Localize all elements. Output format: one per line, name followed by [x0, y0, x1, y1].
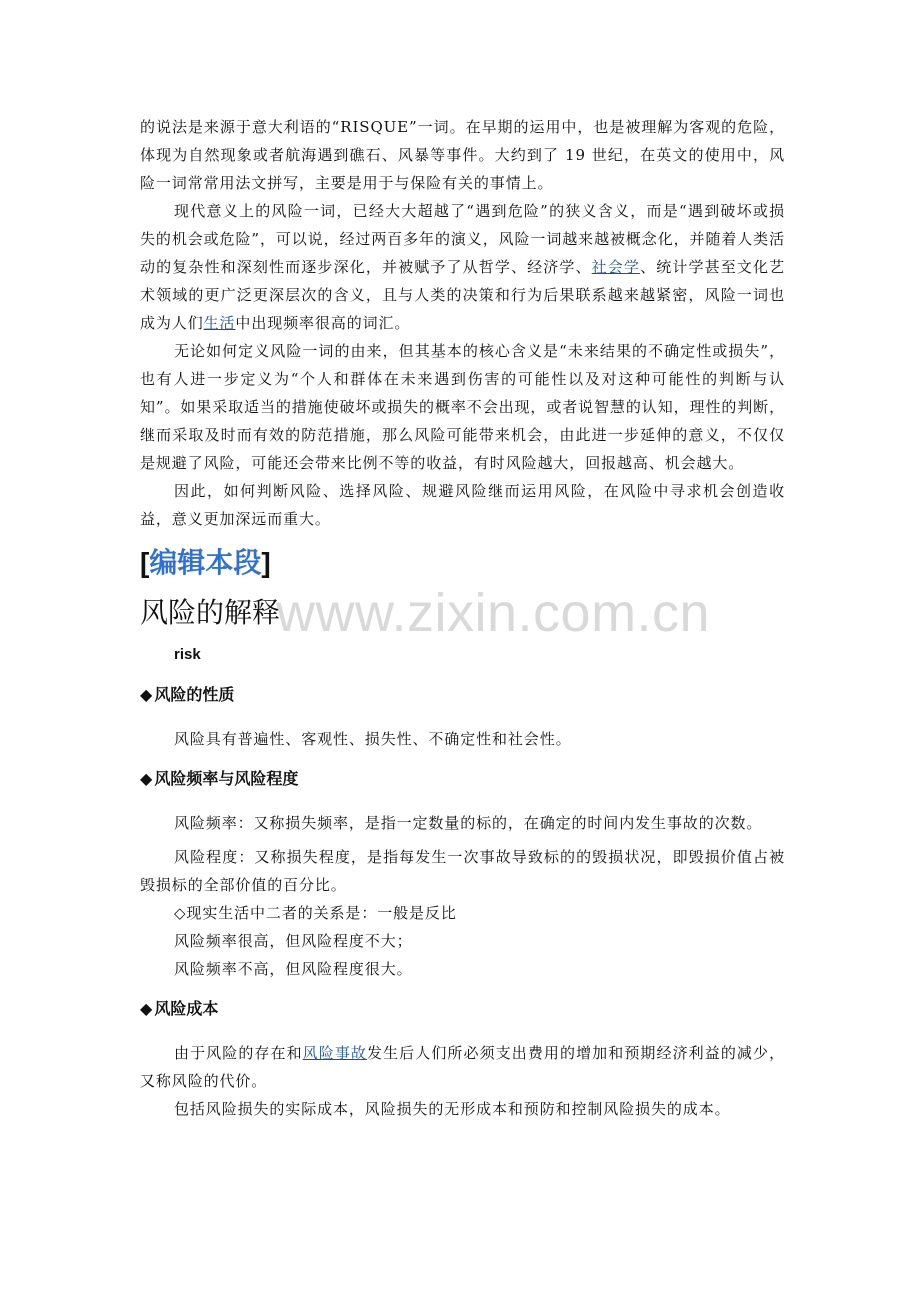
diamond-bullet-icon: ◆ [140, 769, 153, 788]
cost-paragraph-1 [140, 1039, 785, 1095]
heading-text: 风险频率与风险程度 [154, 769, 299, 788]
section-subtitle: risk [174, 646, 201, 663]
cost-heading [140, 995, 785, 1023]
diamond-bullet-icon: ◆ [140, 999, 153, 1018]
watermark: www.zixin.com.cn [276, 583, 711, 643]
life-link[interactable]: 生活 [203, 314, 236, 332]
bracket-open: [ [140, 547, 150, 578]
bracket-close: ] [261, 547, 271, 578]
section-title-row [140, 585, 785, 641]
paragraph-text: 中出现频率很高的词汇。 [235, 314, 411, 332]
diamond-bullet-icon: ◆ [140, 685, 153, 704]
section-title: 风险的解释 [140, 596, 281, 629]
intro-paragraph-4: 因此，如何判断风险、选择风险、规避风险继而运用风险，在风险中寻求机会创造收益，意义更加深远而重大。 [140, 482, 785, 528]
frequency-definition: 风险频率：又称损失频率，是指一定数量的标的，在确定的时间内发生事故的次数。 [174, 814, 763, 832]
intro-paragraph-3: 无论如何定义风险一词的由来，但其基本的核心含义是“未来结果的不确定性或损失”，也有人进一步定义为“个人和群体在未来遇到伤害的可能性以及对这种可能性的判断与认知”。如果采取适当的措施使破坏或损失的概率不会出现，或者说智慧的认知，理性的判断，继而采取及时而有效的防范措施，那么风险可能带来机会，由此进一步延伸的意义，不仅仅是规避了风险，可能还会带来比例不等的收益，有时风险越大，回报越高、机会越大。 [140, 342, 785, 472]
nature-heading [140, 681, 785, 709]
nature-text: 风险具有普遍性、客观性、损失性、不确定性和社会性。 [174, 730, 572, 748]
relation-case-1: 风险频率很高，但风险程度不大； [174, 932, 413, 950]
paragraph-text: 、统计学甚至文化艺术领域的更广泛更深层次的含义，且与人类的决策和行为后果联系越来越紧密，风险一词也成为人们 [140, 258, 786, 332]
edit-section-heading [140, 541, 785, 585]
degree-definition: 风险程度：又称损失程度，是指每发生一次事故导致标的的毁损状况，即毁损价值占被毁损标的全部价值的百分比。 [140, 848, 785, 894]
heading-text: 风险成本 [154, 999, 219, 1018]
paragraph-text: 由于风险的存在和 [174, 1044, 303, 1062]
frequency-heading [140, 765, 785, 793]
risk-accident-link[interactable]: 风险事故 [302, 1044, 368, 1062]
intro-paragraph-1: 的说法是来源于意大利语的“RISQUE”一词。在早期的运用中，也是被理解为客观的危险，体现为自然现象或者航海遇到礁石、风暴等事件。大约到了 19 世纪，在英文的使用中，风险一词常常用法文拼写，主要是用于与保险有关的事情上。 [140, 118, 785, 192]
paragraph-text: 发生后人们所必须支出费用的增加和预期经济利益的减少，又称风险的代价。 [140, 1044, 786, 1090]
relation-case-2: 风险频率不高，但风险程度很大。 [174, 960, 413, 978]
cost-paragraph-2: 包括风险损失的实际成本，风险损失的无形成本和预防和控制风险损失的成本。 [174, 1100, 731, 1118]
intro-paragraph-2 [140, 197, 785, 337]
article-content [140, 113, 785, 1123]
relation-text: ◇现实生活中二者的关系是：一般是反比 [174, 904, 457, 922]
sociology-link[interactable]: 社会学 [591, 258, 641, 276]
paragraph-text: 现代意义上的风险一词，已经大大超越了“遇到危险”的狭义含义，而是“遇到破坏或损失的机会或危险”，可以说，经过两百多年的演义，风险一词越来越被概念化，并随着人类活动的复杂性和深刻性而逐步深化，并被赋予了从哲学、经济学、 [140, 202, 785, 276]
heading-text: 风险的性质 [154, 685, 235, 704]
edit-section-link[interactable]: 编辑本段 [149, 547, 262, 578]
